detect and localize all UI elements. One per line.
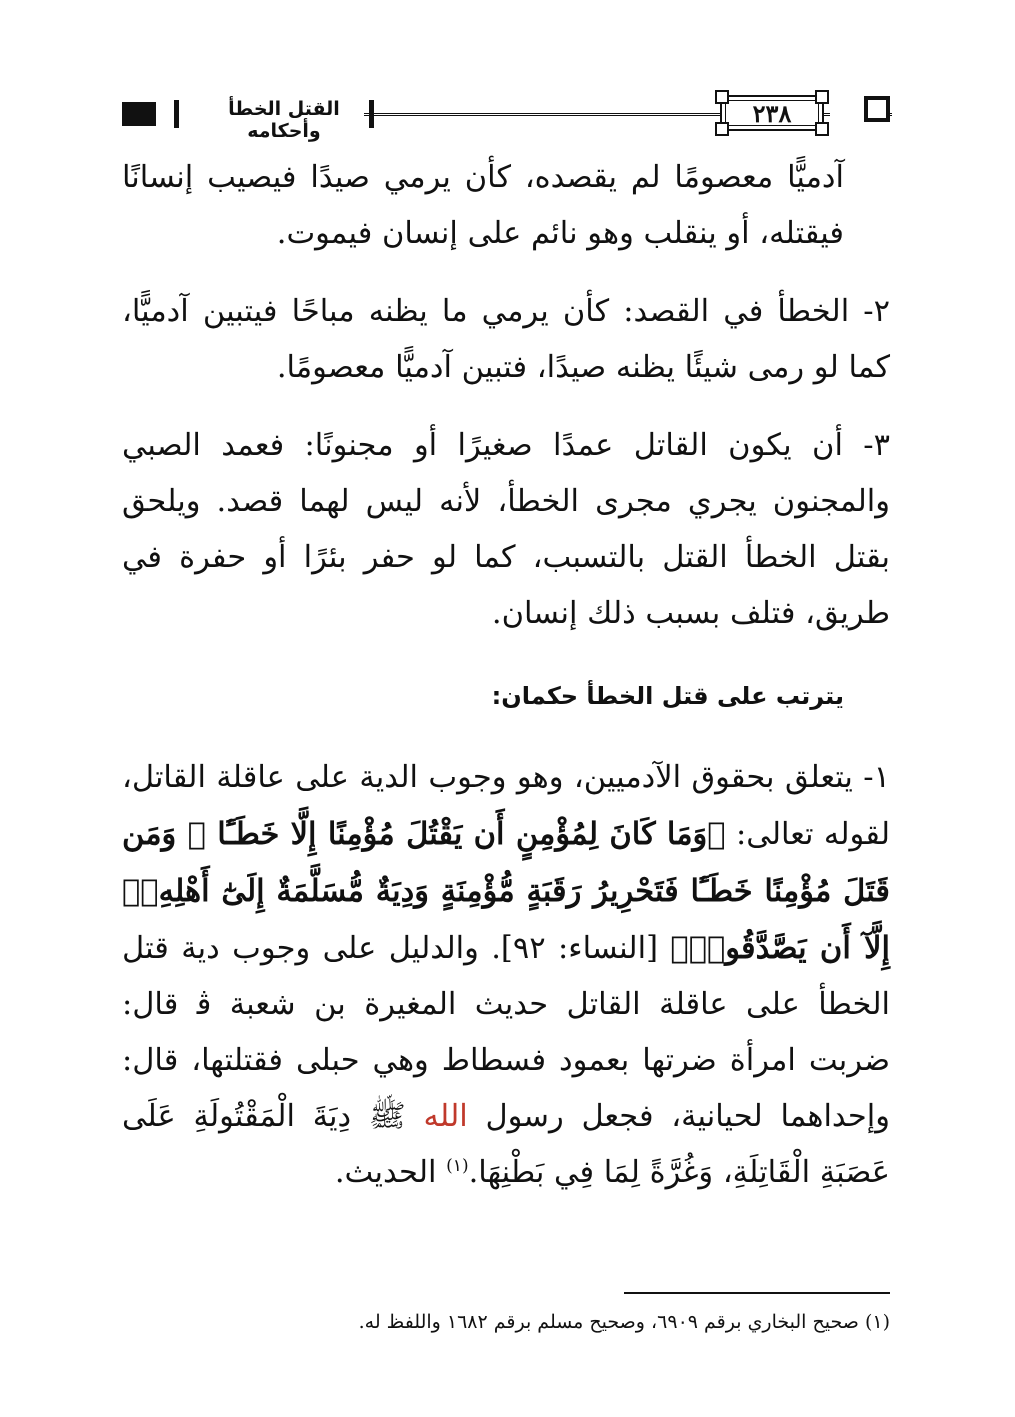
- item1-text-a: ١- يتعلق بحقوق الآدميين، وهو وجوب الدية على عاقلة القاتل، لقوله تعالى:: [122, 760, 890, 852]
- header-ornament-bar: [174, 100, 179, 128]
- page-body: [122, 150, 890, 1201]
- quran-verse: ﴿وَمَا كَانَ لِمُؤْمِنٍ أَن يَقْتُلَ مُؤْمِنًا إِلَّا خَطَـًٔا ۚ وَمَن قَتَلَ مُؤْمِنًا خَطَـًٔا فَتَحْرِيرُ رَقَبَةٍ مُّؤْمِنَةٍ وَدِيَةٌ مُّسَلَّمَةٌ إِلَىٰٓ أَهْلِهِۦٓ إِلَّآ أَن يَصَّدَّقُوا۟﴾: [122, 816, 890, 966]
- header-ornament-square: [864, 96, 890, 122]
- allah-word: الله: [423, 1099, 468, 1134]
- footnote-marker: (١): [446, 1155, 469, 1176]
- paragraph-continued: آدميًّا معصومًا لم يقصده، كأن يرمي صيدًا فيصيب إنسانًا فيقتله، أو ينقلب وهو نائم على إنسان فيموت.: [122, 160, 844, 251]
- footnote-separator: [624, 1292, 890, 1294]
- running-title: القتل الخطأ وأحكامه: [204, 98, 364, 142]
- list-item-1: [122, 750, 890, 1201]
- item1-text-c: ﷺ دِيَةَ الْمَقْتُولَةِ عَلَى عَصَبَةِ الْقَاتِلَةِ، وَغُرَّةً لِمَا فِي بَطْنِهَا.: [122, 1099, 890, 1190]
- footnote: (١) صحيح البخاري برقم ٦٩٠٩، وصحيح مسلم برقم ١٦٨٢ واللفظ له.: [358, 1311, 890, 1333]
- page-number: ٢٣٨: [752, 99, 792, 128]
- item1-text-b: [النساء: ٩٢]. والدليل على وجوب دية قتل الخطأ على عاقلة القاتل حديث المغيرة بن شعبة ﭬ قال: ضربت امرأة ضرتها بعمود فسطاط وهي حبلى فقتلتها، قال: وإحداهما لحيانية، فجعل رسول: [122, 931, 890, 1134]
- item1-text-d: الحديث.: [334, 1155, 447, 1190]
- list-item-3: ٣- أن يكون القاتل عمدًا صغيرًا أو مجنونًا: فعمد الصبي والمجنون يجري مجرى الخطأ، لأنه ليس لهما قصد. ويلحق بقتل الخطأ القتل بالتسبب، كما لو حفر بئرًا أو حفرة في طريق، فتلف بسبب ذلك إنسان.: [122, 428, 890, 631]
- header-ornament-block: [122, 102, 156, 126]
- page-number-frame: [720, 95, 824, 131]
- running-header: [122, 92, 894, 140]
- section-heading: يترتب على قتل الخطأ حكمان:: [491, 682, 844, 710]
- list-item-2: ٢- الخطأ في القصد: كأن يرمي ما يظنه مباحًا فيتبين آدميًّا، كما لو رمى شيئًا يظنه صيدًا، فتبين آدميًّا معصومًا.: [122, 294, 890, 385]
